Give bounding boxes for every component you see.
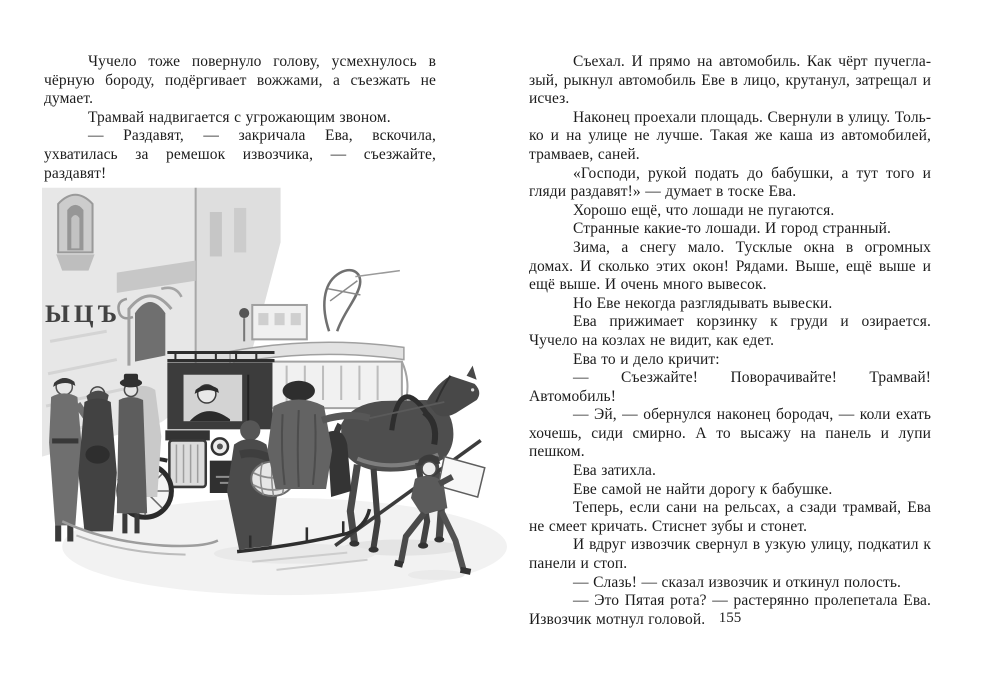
- paragraph: Ева то и дело кричит:: [573, 350, 720, 368]
- coachman-figure: [283, 381, 315, 401]
- paper-sheet: [438, 457, 485, 497]
- building-sign-text: ЫЦЪ: [45, 300, 121, 329]
- paragraph: — Съезжайте! Поворачивайте! Трамвай! Автомобиль!: [529, 369, 931, 405]
- paragraph: Но Еве некогда разглядывать вывески.: [573, 294, 833, 312]
- street-scene-illustration: [42, 186, 507, 614]
- left-page-text: [44, 53, 436, 183]
- paragraph: Хорошо ещё, что лошади не пугаются.: [573, 201, 835, 219]
- paragraph: Ева прижимает корзинку к груди и озирается. Чучело на козлах не видит, как едет.: [529, 313, 931, 349]
- page-number: 155: [718, 610, 742, 626]
- paragraph: Еве самой не найти дорогу к бабушке.: [573, 480, 833, 498]
- paragraph: Наконец проехали площадь. Свернули в улицу. Только и на улице не лучше. Такая же каша из автомобилей, трамваев, саней.: [529, 108, 931, 163]
- paragraph: И вдруг извозчик свернул в узкую улицу, подкатил к панели и стоп.: [529, 536, 931, 573]
- paragraph: Съехал. И прямо на автомобиль. Как чёрт пучеглазый, рыкнул автомобиль Еве в лицо, крутанул, затрещал и исчез.: [529, 53, 931, 108]
- paragraph: Теперь, если сани на рельсах, а сзади трамвай, Ева не смеет кричать. Стиснет зубы и стонет.: [529, 499, 931, 535]
- paragraph: — Слазь! — сказал извозчик и откинул полость.: [573, 573, 902, 591]
- right-page-text: [529, 53, 931, 629]
- radiator-grille: [169, 440, 205, 487]
- eva-figure: [240, 420, 260, 440]
- paragraph: — Это Пятая рота? — растерянно пролепетала Ева. Извозчик мотнул головой.: [529, 592, 931, 628]
- paragraph: Зима, а снегу мало. Тусклые окна в огромных домах. И сколько этих окон! Рядами. Выше, ещё выше и ещё выше. И очень много вывесок.: [529, 238, 931, 294]
- paragraph: — Эй, — обернулся наконец бородач, — коли ехать хочешь, сиди смирно. А то высажу на панель и лупи пешком.: [529, 406, 931, 461]
- paragraph: — Раздавят, — закричала Ева, вскочила, ухватилась за ремешок извозчика, — съезжайте, раздавят!: [44, 127, 436, 182]
- paragraph: Ева затихла.: [573, 462, 656, 480]
- paragraph: «Господи, рукой подать до бабушки, а тут того и гляди раздавят!» — думает в тоске Ева.: [529, 164, 931, 201]
- paragraph: Чучело тоже повернуло голову, усмехнулось в чёрную бороду, подёргивает вожжами, а съезжать не думает.: [44, 53, 436, 108]
- paragraph: Странные какие-то лошади. И город странный.: [573, 220, 892, 238]
- paragraph: Трамвай надвигается с угрожающим звоном.: [88, 108, 391, 126]
- illustration-svg: [42, 186, 507, 614]
